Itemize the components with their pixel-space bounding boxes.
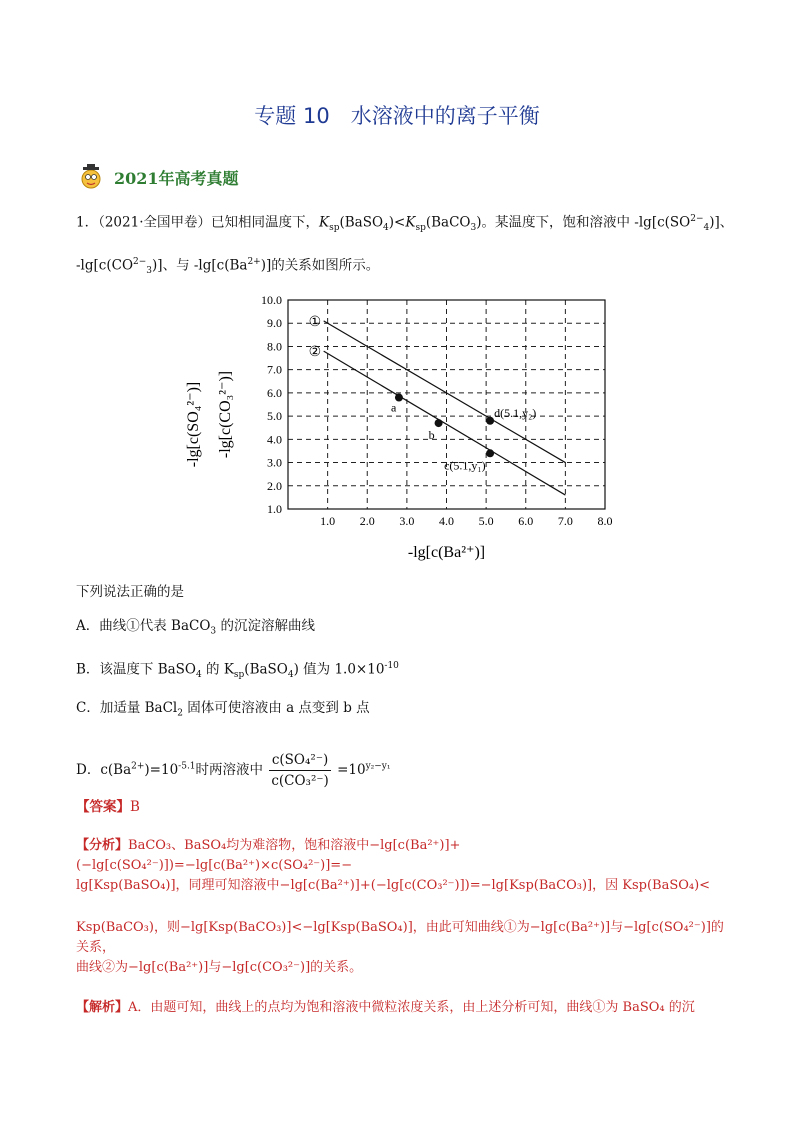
- x-tick-label: 4.0: [439, 514, 454, 528]
- y-tick-label: 1.0: [267, 502, 282, 516]
- option-b[interactable]: B．该温度下 BaSO$_4$ 的 $K_{sp}(BaSO_4)$ 值为 $1.0\times 10^{-10}$: [76, 661, 399, 681]
- y-tick-label: 5.0: [267, 409, 282, 424]
- y-axis-label-2: -lg[c(CO₃²⁻)]: [217, 370, 234, 459]
- analysis-line-3: Ksp(BaCO₃)，则−lg[Ksp(BaCO₃)]<−lg[Ksp(BaSO₄)]，由此可知曲线①为−lg[c(Ba²⁺)]与−lg[c(SO₄²⁻)]的关系，: [76, 920, 724, 955]
- x-tick-label: 1.0: [320, 514, 336, 528]
- data-point: [486, 417, 494, 425]
- y-tick-label: 9.0: [267, 316, 282, 331]
- x-tick-label: 6.0: [518, 514, 534, 528]
- y-tick-label: 8.0: [267, 339, 282, 354]
- x-tick-label: 5.0: [478, 514, 494, 528]
- series-line-2: [324, 351, 566, 495]
- analysis-line-1: 【分析】BaCO₃、BaSO₄均为难溶物，饱和溶液中−lg[c(Ba²⁺)]+(−lg[c(SO₄²⁻)])=−lg[c(Ba²⁺)×c(SO₄²⁻)]=−: [76, 838, 461, 873]
- point-label: c(5.1,y₁): [444, 458, 486, 473]
- point-label: d(5.1,y₂): [494, 405, 537, 420]
- question-stem: 下列说法正确的是: [76, 584, 184, 600]
- y-tick-label: 7.0: [267, 362, 282, 377]
- x-tick-label: 3.0: [399, 514, 415, 528]
- question-line-2: $-\lg[c(CO^{2-}_3)]$、与 $-\lg[c(Ba^{2+})]$的关系如图所示。: [76, 257, 380, 277]
- section-header: [76, 164, 239, 190]
- y-tick-label: 6.0: [267, 385, 282, 400]
- y-tick-label: 10.0: [261, 293, 282, 307]
- data-point: [486, 449, 494, 457]
- x-tick-label: 2.0: [359, 514, 375, 528]
- page-title: 专题 10 水溶液中的离子平衡: [254, 104, 540, 128]
- analysis-line-2: lg[Ksp(BaSO₄)]，同理可知溶液中−lg[c(Ba²⁺)]+(−lg[c(CO₃²⁻)])=−lg[Ksp(BaCO₃)]，因 Ksp(BaSO₄)<: [76, 878, 711, 893]
- section-title: 2021年高考真题: [114, 168, 239, 188]
- series-label-2: ②: [308, 345, 322, 361]
- option-c[interactable]: C．加适量 BaCl$_2$ 固体可使溶液由 a 点变到 b 点: [76, 700, 370, 719]
- point-label: a: [390, 400, 397, 415]
- solubility-chart: [180, 290, 620, 570]
- option-d[interactable]: D．$c(Ba^{2+})=10^{-5.1}$时两溶液中 $\frac{\text{c(SO₄²⁻)}}{\text{c(CO₃²⁻)}}$ $=10^{y_2-y_1}$: [76, 752, 391, 789]
- series-label-1: ①: [308, 314, 322, 330]
- analysis-line-4: 曲线②为−lg[c(Ba²⁺)]与−lg[c(CO₃²⁻)]的关系。: [76, 960, 363, 975]
- ratio-fraction: $\frac{\text{c(SO₄²⁻)}}{\text{c(CO₃²⁻)}}$: [271, 752, 329, 789]
- x-axis-label: -lg[c(Ba²⁺)]: [407, 544, 486, 561]
- y-tick-label: 2.0: [267, 478, 282, 493]
- mascot-icon: [76, 164, 106, 190]
- series-line-1: [324, 321, 566, 463]
- y-tick-label: 3.0: [267, 455, 282, 470]
- point-label: b: [428, 428, 435, 443]
- x-tick-label: 7.0: [557, 514, 573, 528]
- option-a[interactable]: A．曲线①代表 BaCO$_3$ 的沉淀溶解曲线: [76, 618, 315, 637]
- question-line-1: 1．（2021·全国甲卷）已知相同温度下，$K_{sp}(BaSO_4)<K_{sp}(BaCO_3)$。某温度下，饱和溶液中 $-\lg[c(SO^{2-}_4)]$、: [76, 214, 734, 234]
- y-axis-label-1: -lg[c(SO₄²⁻)]: [185, 381, 202, 468]
- analysis-line-5: 【解析】A．由题可知，曲线上的点均为饱和溶液中微粒浓度关系，由上述分析可知，曲线①为 BaSO₄ 的沉: [76, 1000, 695, 1015]
- answer: 【答案】B: [76, 799, 140, 815]
- x-tick-label: 8.0: [597, 514, 613, 528]
- y-tick-label: 4.0: [267, 432, 282, 447]
- data-point: [435, 419, 443, 427]
